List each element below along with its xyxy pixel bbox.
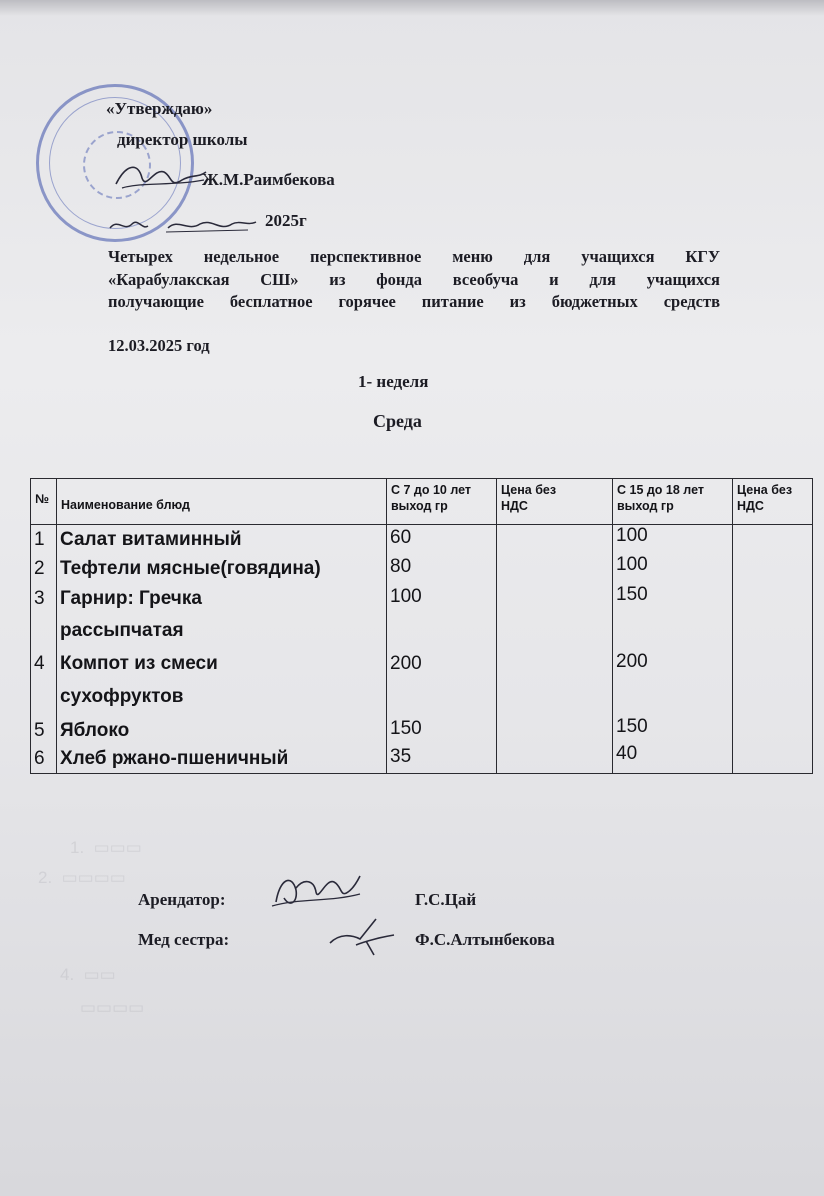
title-line-2: «Карабулакская СШ» из фонда всеобуча и для учащихся bbox=[108, 269, 720, 289]
tenant-name: Г.С.Цай bbox=[415, 890, 477, 909]
title-line-1: Четырех недельное перспективное меню для учащихся КГУ bbox=[108, 247, 720, 266]
row-3-age-15-18: 150 bbox=[616, 584, 648, 605]
header-number: № bbox=[31, 479, 57, 525]
header-price-2 bbox=[733, 479, 813, 525]
row-6-dish-name: Хлеб ржано-пшеничный bbox=[60, 748, 289, 769]
row-3-age-7-10: 100 bbox=[390, 586, 422, 607]
row-4-age-7-10: 200 bbox=[390, 653, 422, 674]
menu-table bbox=[30, 478, 813, 774]
price-2-column bbox=[733, 525, 813, 774]
approve-label: «Утверждаю» bbox=[106, 99, 213, 118]
row-5-age-15-18: 150 bbox=[616, 716, 648, 737]
row-1-age-15-18: 100 bbox=[616, 525, 648, 546]
row-3-dish-name-cont: рассыпчатая bbox=[60, 620, 184, 641]
row-1-age-7-10: 60 bbox=[390, 527, 412, 548]
number-list bbox=[31, 525, 56, 773]
nurse-name: Ф.С.Алтынбекова bbox=[415, 930, 555, 949]
table-body-row bbox=[31, 525, 813, 774]
row-1-dish-name: Салат витаминный bbox=[60, 529, 242, 550]
director-signature bbox=[112, 158, 208, 196]
director-name: Ж.М.Раимбекова bbox=[202, 170, 335, 189]
row-2-age-7-10: 80 bbox=[390, 556, 412, 577]
tenant-label: Арендатор: bbox=[138, 890, 226, 909]
header-price-1-line-1: Цена без bbox=[501, 483, 557, 497]
show-through-mark: 1. ▭▭▭ bbox=[70, 838, 142, 857]
row-6-number: 6 bbox=[34, 748, 45, 769]
paper-fold bbox=[0, 0, 824, 16]
header-age-15-18-line-2: выход гр bbox=[617, 499, 674, 513]
age-15-18-column bbox=[613, 525, 733, 774]
document-title bbox=[108, 246, 720, 314]
row-4-age-15-18: 200 bbox=[616, 651, 648, 672]
day-label: Среда bbox=[373, 411, 422, 431]
header-dish-name: Наименование блюд bbox=[57, 479, 387, 525]
row-4-dish-name: Компот из смеси bbox=[60, 653, 218, 674]
header-price-2-line-2: НДС bbox=[737, 499, 764, 513]
week-label: 1- неделя bbox=[358, 372, 429, 391]
row-6-age-7-10: 35 bbox=[390, 746, 412, 767]
header-age-15-18 bbox=[613, 479, 733, 525]
show-through-mark: 4. ▭▭ bbox=[60, 965, 116, 984]
age-15-18-list bbox=[613, 525, 732, 773]
title-line-3: получающие бесплатное горячее питание из бюджетных средств bbox=[108, 292, 720, 311]
nurse-signature bbox=[326, 915, 396, 957]
dish-name-column bbox=[57, 525, 387, 774]
number-column bbox=[31, 525, 57, 774]
header-age-7-10 bbox=[387, 479, 497, 525]
row-5-age-7-10: 150 bbox=[390, 718, 422, 739]
row-1-number: 1 bbox=[34, 529, 45, 550]
tenant-signature bbox=[270, 868, 362, 914]
age-7-10-column bbox=[387, 525, 497, 774]
show-through-mark: ▭▭▭▭ bbox=[80, 998, 145, 1017]
row-6-age-15-18: 40 bbox=[616, 743, 638, 764]
row-5-number: 5 bbox=[34, 720, 45, 741]
header-price-2-line-1: Цена без bbox=[737, 483, 793, 497]
row-4-dish-name-cont: сухофруктов bbox=[60, 686, 184, 707]
row-2-number: 2 bbox=[34, 558, 45, 579]
row-3-number: 3 bbox=[34, 588, 45, 609]
nurse-label: Мед сестра: bbox=[138, 930, 230, 949]
header-age-7-10-line-2: выход гр bbox=[391, 499, 448, 513]
director-label: директор школы bbox=[117, 130, 248, 149]
title-date: 12.03.2025 год bbox=[108, 336, 210, 355]
row-2-age-15-18: 100 bbox=[616, 554, 648, 575]
row-4-number: 4 bbox=[34, 653, 45, 674]
price-1-column bbox=[497, 525, 613, 774]
dish-name-list bbox=[57, 525, 386, 773]
header-age-15-18-line-1: С 15 до 18 лет bbox=[617, 483, 704, 497]
row-3-dish-name: Гарнир: Гречка bbox=[60, 588, 202, 609]
handwritten-date bbox=[108, 214, 258, 236]
row-5-dish-name: Яблоко bbox=[60, 720, 130, 741]
table-header-row bbox=[31, 479, 813, 525]
header-age-7-10-line-1: С 7 до 10 лет bbox=[391, 483, 472, 497]
header-price-1-line-2: НДС bbox=[501, 499, 528, 513]
age-7-10-list bbox=[387, 525, 496, 773]
approval-year: 2025г bbox=[265, 211, 307, 230]
header-price-1 bbox=[497, 479, 613, 525]
row-2-dish-name: Тефтели мясные(говядина) bbox=[60, 558, 321, 579]
show-through-mark: 2. ▭▭▭▭ bbox=[38, 868, 126, 887]
